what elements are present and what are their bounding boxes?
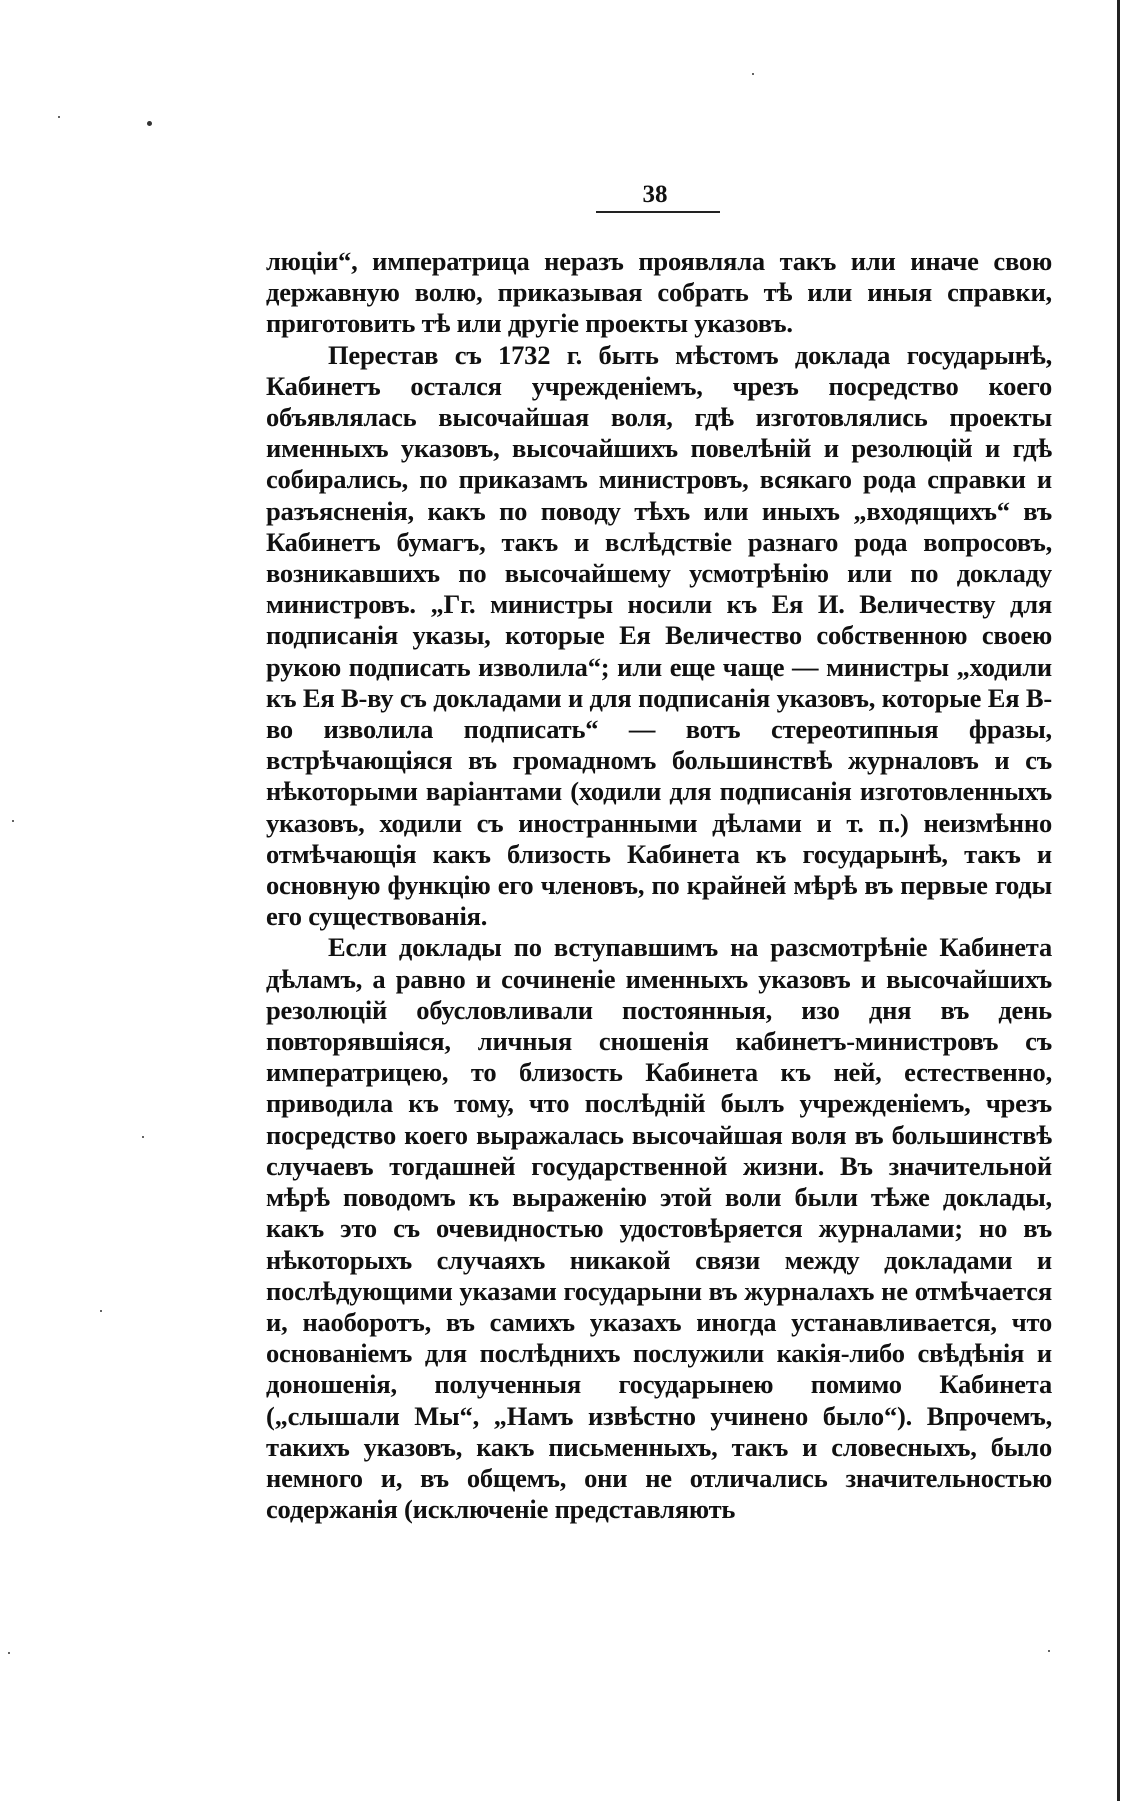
scan-speck: [1048, 1650, 1050, 1652]
paragraph-1: люціи“, императрица неразъ проявляла такъ или иначе свою державную волю, приказывая собрать тѣ или иныя справки, приготовить тѣ или другіе проекты указовъ.: [266, 246, 1052, 339]
page-number: 38: [642, 181, 668, 208]
scan-speck: [100, 1310, 102, 1312]
scan-speck: [752, 73, 754, 75]
page-edge-shadow: [1117, 0, 1120, 1801]
paragraph-3: Если доклады по вступавшимъ на разсмотрѣніе Кабинета дѣламъ, а равно и сочиненіе именныхъ указовъ и высочайшихъ резолюцій обусловливали постоянныя, изо дня въ день повторявшіяся, личныя сношенія кабинетъ-министровъ съ императрицею, то близость Кабинета къ ней, естественно, приводила къ тому, что послѣдній былъ учрежденіемъ, чрезъ посредство коего выражалась высочайшая воля въ большинствѣ случаевъ тогдашней государственной жизни. Въ значительной мѣрѣ поводомъ къ выраженію этой воли были тѣже доклады, какъ это съ очевидностью удостовѣряется журналами; но въ нѣкоторыхъ случаяхъ никакой связи между докладами и послѣдующими указами государыни въ журналахъ не отмѣчается и, наоборотъ, въ самихъ указахъ иногда устанавливается, что основаніемъ для послѣднихъ послужили какія-либо свѣдѣнія и доношенія, полученныя государынею помимо Кабинета („слышали Мы“, „Намъ извѣстно учинено было“). Впрочемъ, такихъ указовъ, какъ письменныхъ, такъ и словесныхъ, было немного и, въ общемъ, они не отличались значительностью содержанія (исключеніе представляють: [266, 932, 1052, 1525]
scan-speck: [12, 820, 14, 822]
page-number-rule: [596, 211, 720, 213]
body-text: [266, 246, 1052, 1525]
scan-speck: [8, 1652, 10, 1654]
scan-speck: [58, 116, 60, 118]
scan-speck: [142, 1136, 144, 1138]
paragraph-2: Перестав съ 1732 г. быть мѣстомъ доклада государынѣ, Кабинетъ остался учрежденіемъ, чрезъ посредство коего объявлялась высочайшая воля, гдѣ изготовлялись проекты именныхъ указовъ, высочайшихъ повелѣній и резолюцій и гдѣ собирались, по приказамъ министровъ, всякаго рода справки и разъясненія, какъ по поводу тѣхъ или иныхъ „входящихъ“ въ Кабинетъ бумагъ, такъ и вслѣдствіе разнаго рода вопросовъ, возникавшихъ по высочайшему усмотрѣнію или по докладу министровъ. „Гг. министры носили къ Ея И. Величеству для подписанія указы, которые Ея Величество собственною своею рукою подписать изволила“; или еще чаще — министры „ходили къ Ея В-ву съ докладами и для подписанія указовъ, которые Ея В-во изволила подписать“ — вотъ стереотипныя фразы, встрѣчающіяся въ громадномъ большинствѣ журналовъ и съ нѣкоторыми варіантами (ходили для подписанія изготовленныхъ указовъ, ходили съ иностранными дѣлами и т. п.) неизмѣнно отмѣчающія какъ близость Кабинета къ государынѣ, такъ и основную функцію его членовъ, по крайней мѣрѣ въ первые годы его существованія.: [266, 339, 1052, 932]
scan-speck: [147, 121, 152, 126]
